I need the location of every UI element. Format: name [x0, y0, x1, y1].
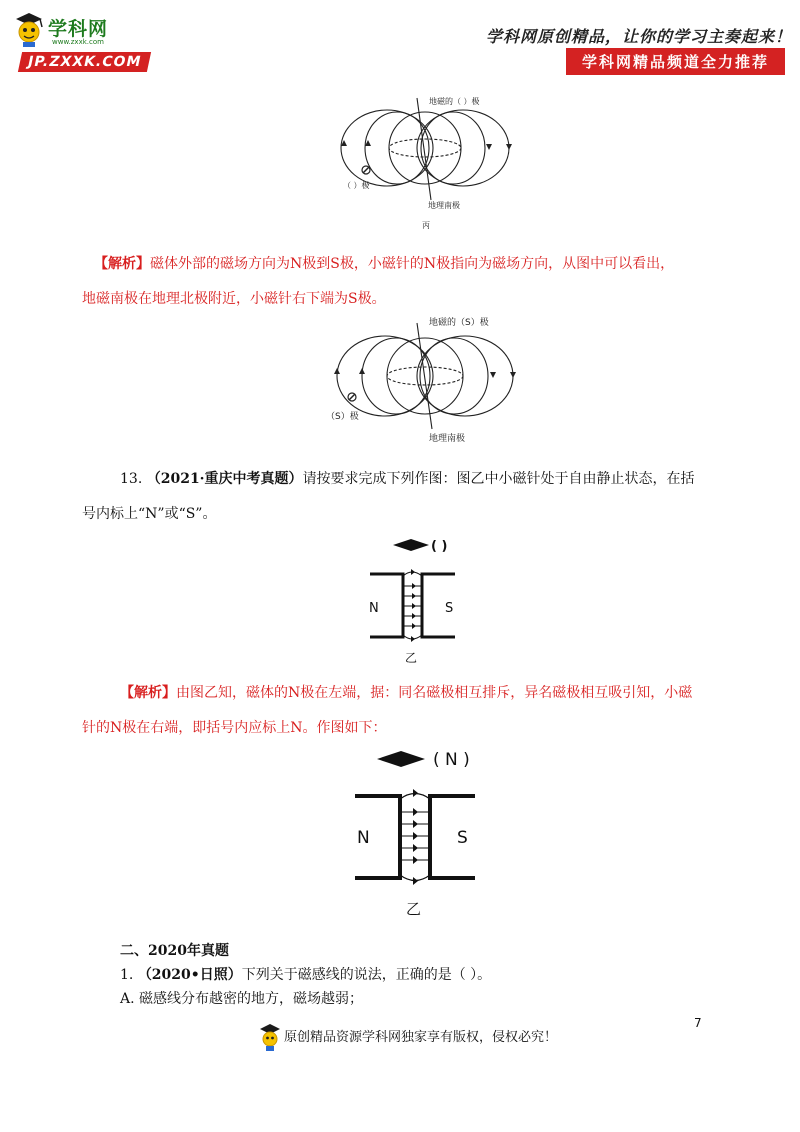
analysis-2-line-1: 【解析】由图乙知，磁体的N极在左端，据：同名磁极相互排斥，异名磁极相互吸引知，小磁	[120, 685, 693, 701]
analysis-2	[82, 682, 740, 739]
section-2-title: 二、2020年真题	[120, 943, 229, 959]
fig-bing-answer-left-label: （S）极	[326, 412, 359, 422]
fig-yi-caption: 乙	[405, 651, 418, 665]
logo-text: 学科网	[48, 18, 109, 40]
analysis-1	[82, 253, 734, 310]
earth-circle	[389, 112, 461, 184]
fig-bing-top-label: 地磁的（ ）极	[429, 97, 480, 106]
fig-yi-answer-left-pole: N	[357, 828, 370, 848]
fig-bing-answer-bottom-label: 地理南极	[429, 434, 466, 444]
analysis-1-line-1: 【解析】磁体外部的磁场方向为N极到S极，小磁针的N极指向为磁场方向，从图中可以看出，	[94, 256, 675, 272]
analysis-1-line-2: 地磁南极在地理北极附近，小磁针右下端为S极。	[82, 291, 386, 307]
analysis-tag: 【解析】	[120, 685, 176, 701]
compass-needle-icon	[377, 751, 425, 767]
site-url-banner[interactable]: JP.ZXXK.COM	[18, 52, 151, 72]
header-slogan: 学科网原创精品，让你的学习主奏起来！	[486, 27, 793, 46]
figure-yi-magnet	[355, 532, 470, 667]
fig-bing-caption: 丙	[422, 221, 430, 230]
footer-copyright: 原创精品资源学科网独家享有版权，侵权必究！	[284, 1030, 558, 1045]
figure-bing-answer	[320, 311, 530, 446]
question-1-option-a: A. 磁感线分布越密的地方，磁场越弱；	[120, 991, 364, 1007]
question-13	[82, 468, 740, 525]
header	[0, 0, 800, 80]
magnet-right-pole	[430, 796, 475, 878]
fig-yi-right-pole: S	[445, 601, 454, 616]
question-13-line-1: 13. （2021·重庆中考真题）请按要求完成下列作图：图乙中小磁针处于自由静止状态，在括	[120, 471, 695, 487]
question-1	[120, 964, 740, 1010]
question-13-line-2: 号内标上“N”或“S”。	[82, 506, 217, 522]
fig-bing-answer-top-label: 地磁的（S）极	[429, 318, 489, 328]
mascot-logo-icon	[12, 10, 46, 48]
fig-bing-left-label: （ ）极	[343, 181, 370, 190]
analysis-2-line-2: 针的N极在右端，即括号内应标上N。作图如下：	[82, 720, 387, 736]
analysis-tag: 【解析】	[94, 256, 150, 272]
question-1-stem: 1. （2020•日照）下列关于磁感线的说法，正确的是（ ）。	[120, 967, 492, 983]
fig-bing-bottom-label: 地理南极	[428, 201, 460, 210]
page-number: 7	[694, 1016, 702, 1030]
mascot-footer-icon	[258, 1022, 282, 1052]
logo-url-small: www.zxxk.com	[52, 38, 104, 46]
fig-yi-answer-caption: 乙	[406, 900, 422, 918]
figure-yi-answer	[345, 742, 495, 922]
fig-yi-answer-right-pole: S	[457, 828, 468, 848]
fig-yi-left-pole: N	[369, 601, 379, 616]
fig-yi-paren: ( )	[431, 539, 448, 554]
fig-yi-answer-paren: ( N )	[433, 750, 470, 770]
compass-needle-icon	[393, 539, 429, 551]
recommend-banner: 学科网精品频道全力推荐	[566, 48, 785, 75]
field-line-right-inner	[421, 112, 485, 184]
figure-bing-earth-field	[325, 88, 525, 233]
field-line-left-inner	[365, 112, 429, 184]
